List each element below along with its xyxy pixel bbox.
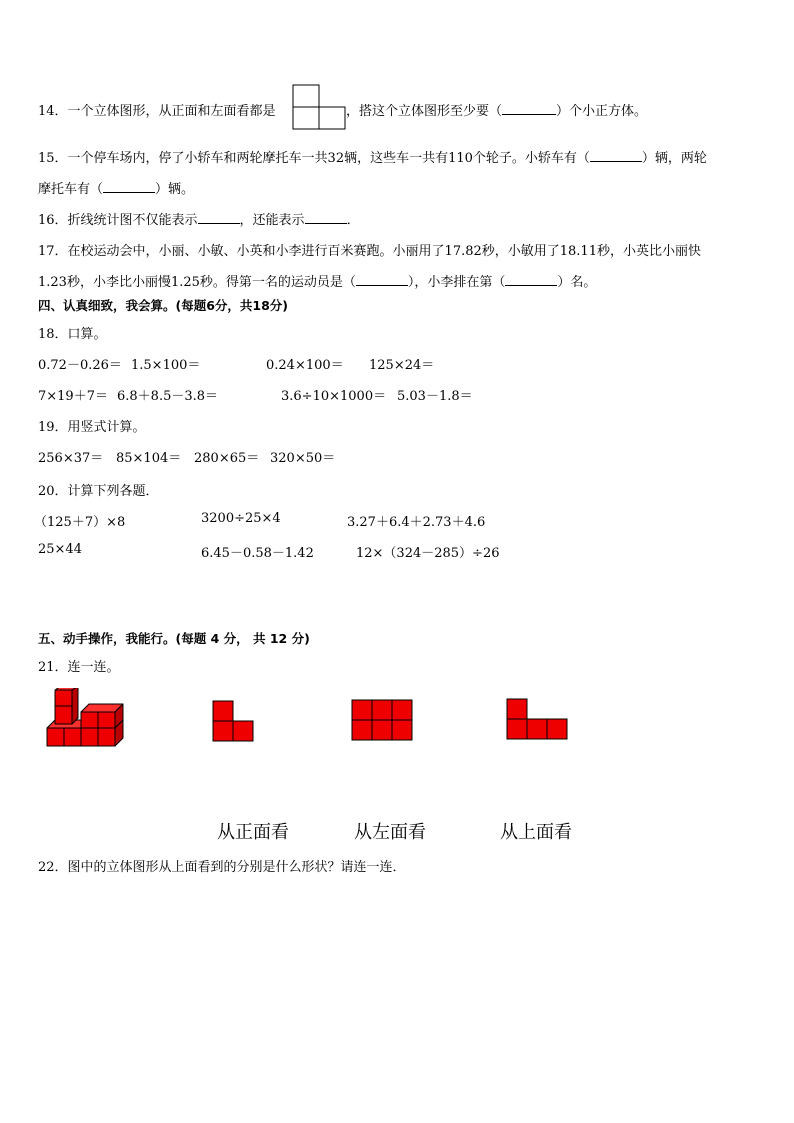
q15-text-c: 摩托车有（: [38, 182, 104, 197]
q16-text-c: ．: [346, 213, 360, 228]
q14-text-end: ）个小正方体。: [556, 104, 648, 119]
q18-row2-c4: 5.03－1.8＝: [397, 389, 473, 404]
q14-square-bottom-right: [319, 107, 345, 129]
q20-row2-c1: 25×44: [38, 542, 82, 557]
section-5-heading: 五、动手操作，我能行。(每题 4 分， 共 12 分): [38, 631, 310, 646]
q14-text-after: ，搭这个立体图形至少要（: [346, 104, 503, 119]
q14-text-before: 14．一个立体图形，从正面和左面看都是: [38, 104, 276, 119]
q16-text-b: ，还能表示: [239, 213, 305, 228]
q18-row2-c1: 7×19＋7＝: [38, 389, 108, 404]
question-14-cont: [346, 100, 647, 119]
solid-left-side: [72, 688, 78, 724]
q19-c1: 256×37＝: [38, 451, 104, 466]
q17-first-blank[interactable]: [356, 273, 408, 286]
q20-row1-c2: 3200÷25×4: [201, 511, 281, 526]
q18-row1-c4: 125×24＝: [369, 358, 435, 373]
q16-text-a: 16．折线统计图不仅能表示: [38, 213, 198, 228]
q21-view-1: [212, 700, 256, 744]
q16-blank-2[interactable]: [305, 211, 347, 224]
q15-car-blank[interactable]: [590, 149, 642, 162]
q14-square-top: [293, 85, 319, 107]
q19-c3: 280×65＝: [194, 451, 260, 466]
q15-text-d: ）辆。: [155, 182, 195, 197]
label-left-view: 从左面看: [354, 822, 426, 843]
question-15-line2: [38, 178, 194, 197]
section-4-heading: 四、认真细致，我会算。(每题6分，共18分): [38, 298, 289, 313]
q18-row2-c2: 6.8＋8.5－3.8＝: [117, 389, 219, 404]
q16-blank-1[interactable]: [198, 211, 240, 224]
q15-text-a: 15．一个停车场内，停了小轿车和两轮摩托车一共32辆，这些车一共有110个轮子。小轿车有（: [38, 151, 590, 166]
q21-view-2: [351, 699, 413, 743]
q18-row1-c3: 0.24×100＝: [266, 358, 344, 373]
q20-row2-c2: 6.45－0.58－1.42: [201, 546, 314, 561]
q21-view-3: [506, 698, 570, 742]
q14-view-figure: [292, 84, 346, 130]
solid-left-top: [55, 690, 72, 706]
q14-answer-blank[interactable]: [502, 102, 556, 115]
question-16: [38, 209, 360, 228]
solid-left-mid: [55, 706, 72, 724]
q18-row1-c2: 1.5×100＝: [131, 358, 201, 373]
q17-text-line1: 17．在校运动会中，小丽、小敏、小英和小李进行百米赛跑。小丽用了17.82秒，小敏用了18.11秒，小英比小丽快: [38, 244, 701, 259]
q17-text-a: 1.23秒，小李比小丽慢1.25秒。得第一名的运动员是（: [38, 275, 356, 290]
question-18-title: 18．口算。: [38, 327, 107, 342]
q17-text-c: ）名。: [557, 275, 597, 290]
q19-c4: 320×50＝: [270, 451, 336, 466]
question-14: [38, 100, 276, 119]
question-20-title: 20．计算下列各题．: [38, 484, 159, 499]
question-17-line1: [38, 240, 701, 259]
q17-rank-blank[interactable]: [505, 273, 557, 286]
q20-row2-c3: 12×（324－285）÷26: [356, 546, 500, 561]
question-22-title: 22．图中的立体图形从上面看到的分别是什么形状？请连一连．: [38, 860, 406, 875]
question-21-title: 21．连一连。: [38, 660, 120, 675]
q14-square-bottom-left: [293, 107, 319, 129]
question-15-line1: [38, 147, 707, 166]
q18-row2-c3: 3.6÷10×1000＝: [281, 389, 387, 404]
q20-row1-c1: （125＋7）×8: [34, 515, 126, 530]
q19-c2: 85×104＝: [116, 451, 182, 466]
q18-row1-c1: 0.72－0.26＝: [38, 358, 122, 373]
q20-row1-c3: 3.27＋6.4＋2.73＋4.6: [347, 515, 486, 530]
q17-text-b: ），小李排在第（: [407, 275, 506, 290]
label-front-view: 从正面看: [217, 822, 289, 843]
question-19-title: 19．用竖式计算。: [38, 420, 146, 435]
label-top-view: 从上面看: [500, 822, 572, 843]
q21-solid-figure: [44, 688, 126, 748]
q15-moto-blank[interactable]: [103, 180, 155, 193]
q15-text-b: ）辆，两轮: [641, 151, 707, 166]
question-17-line2: [38, 271, 596, 290]
